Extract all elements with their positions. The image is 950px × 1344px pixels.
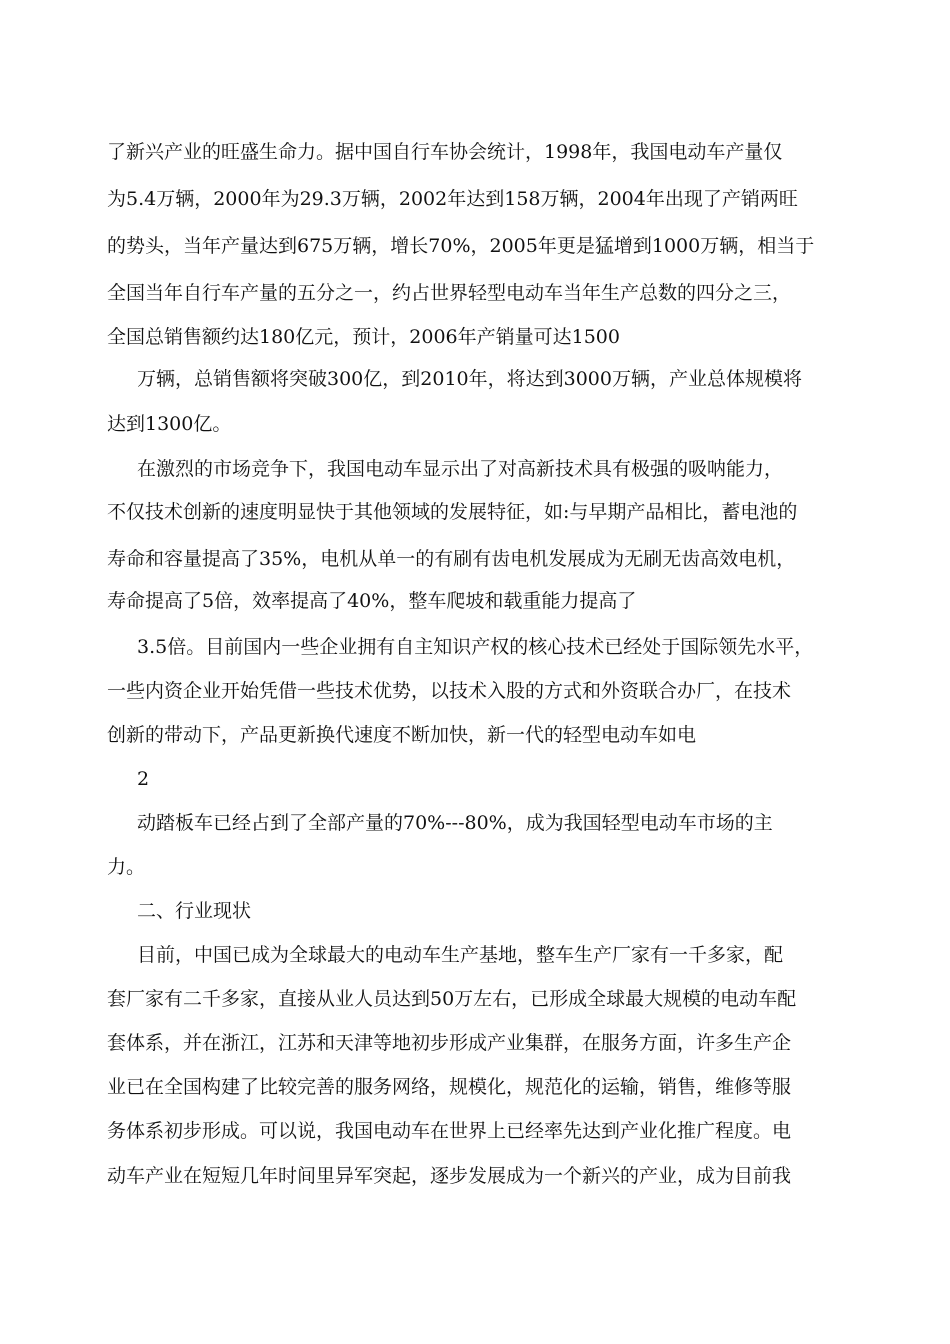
text-line-11: 寿命提高了5倍，效率提高了40%，整车爬坡和载重能力提高了 [107,590,637,612]
text-line-13: 一些内资企业开始凭借一些技术优势，以技术入股的方式和外资联合办厂，在技术 [107,680,792,702]
text-line-16: 力。 [107,856,146,878]
text-line-9: 不仅技术创新的速度明显快于其他领域的发展特征，如:与早期产品相比，蓄电池的 [107,501,798,523]
text-line-21: 务体系初步形成。可以说，我国电动车在世界上已经率先达到产业化推广程度。电 [107,1120,792,1142]
text-line-8: 在激烈的市场竞争下，我国电动车显示出了对高新技术具有极强的吸呐能力， [137,458,784,480]
section-heading: 二、行业现状 [137,900,252,922]
text-line-20: 业已在全国构建了比较完善的服务网络，规模化，规范化的运输，销售，维修等服 [107,1076,792,1098]
text-line-2: 为5.4万辆，2000年为29.3万辆，2002年达到158万辆，2004年出现了产销两旺 [107,188,798,210]
text-line-1: 了新兴产业的旺盛生命力。据中国自行车协会统计，1998年，我国电动车产量仅 [107,141,783,163]
text-line-7: 达到1300亿。 [107,413,232,435]
text-line-22: 动车产业在短短几年时间里异军突起，逐步发展成为一个新兴的产业，成为目前我 [107,1165,792,1187]
text-line-6: 万辆，总销售额将突破300亿，到2010年，将达到3000万辆，产业总体规模将 [137,368,802,390]
text-line-19: 套体系，并在浙江，江苏和天津等地初步形成产业集群，在服务方面，许多生产企 [107,1032,792,1054]
text-line-14: 创新的带动下，产品更新换代速度不断加快，新一代的轻型电动车如电 [107,724,697,746]
page-number: 2 [137,768,150,790]
text-line-12: 3.5倍。目前国内一些企业拥有自主知识产权的核心技术已经处于国际领先水平， [137,636,814,658]
text-line-17: 目前，中国已成为全球最大的电动车生产基地，整车生产厂家有一千多家，配 [137,944,784,966]
text-line-4: 全国当年自行车产量的五分之一，约占世界轻型电动车当年生产总数的四分之三， [107,282,792,304]
text-line-3: 的势头，当年产量达到675万辆，增长70%，2005年更是猛增到1000万辆，相当于 [107,235,815,257]
text-line-18: 套厂家有二千多家，直接从业人员达到50万左右，已形成全球最大规模的电动车配 [107,988,797,1010]
text-line-15: 动踏板车已经占到了全部产量的70%---80%，成为我国轻型电动车市场的主 [137,812,773,834]
text-line-5: 全国总销售额约达180亿元，预计，2006年产销量可达1500 [107,326,620,348]
text-line-10: 寿命和容量提高了35%，电机从单一的有刷有齿电机发展成为无刷无齿高效电机， [107,548,796,570]
